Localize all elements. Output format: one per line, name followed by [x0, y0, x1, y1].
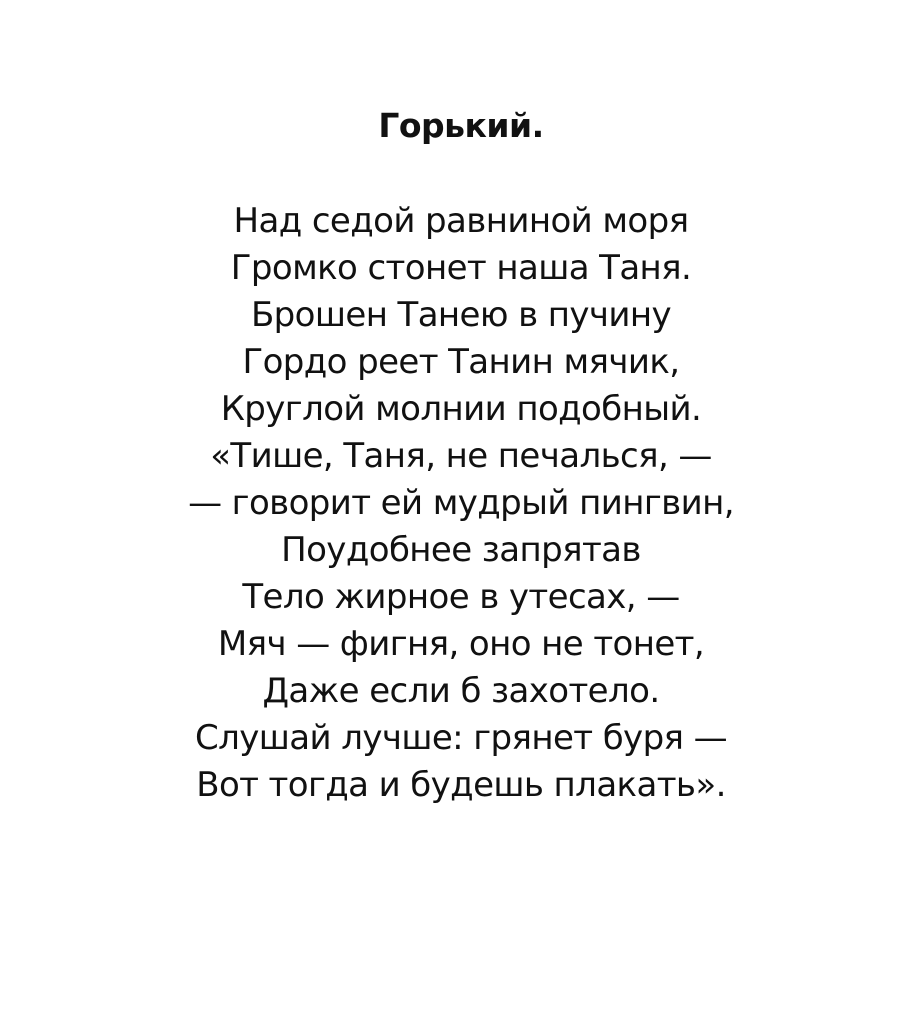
poem-line: «Тише, Таня, не печалься, —: [210, 436, 712, 476]
poem-line: — говорит ей мудрый пингвин,: [188, 483, 734, 523]
poem-line: Над седой равниной моря: [233, 201, 689, 241]
poem-line: Тело жирное в утесах, —: [242, 577, 680, 617]
poem-body: [0, 198, 922, 809]
poem-line: Брошен Танею в пучину: [250, 295, 672, 335]
poem-line: Мяч — фигня, оно не тонет,: [217, 624, 705, 664]
poem-line: Гордо реет Танин мячик,: [242, 342, 680, 382]
poem-line: Вот тогда и будешь плакать».: [196, 765, 726, 805]
poem-line: Поудобнее запрятав: [281, 530, 641, 570]
poem-line: Даже если б захотело.: [262, 671, 660, 711]
poem-line: Слушай лучше: грянет буря —: [194, 718, 728, 758]
poem-line: Круглой молнии подобный.: [220, 389, 702, 429]
poem-title: Горький.: [378, 106, 544, 145]
poem-line: Громко стонет наша Таня.: [230, 248, 692, 288]
